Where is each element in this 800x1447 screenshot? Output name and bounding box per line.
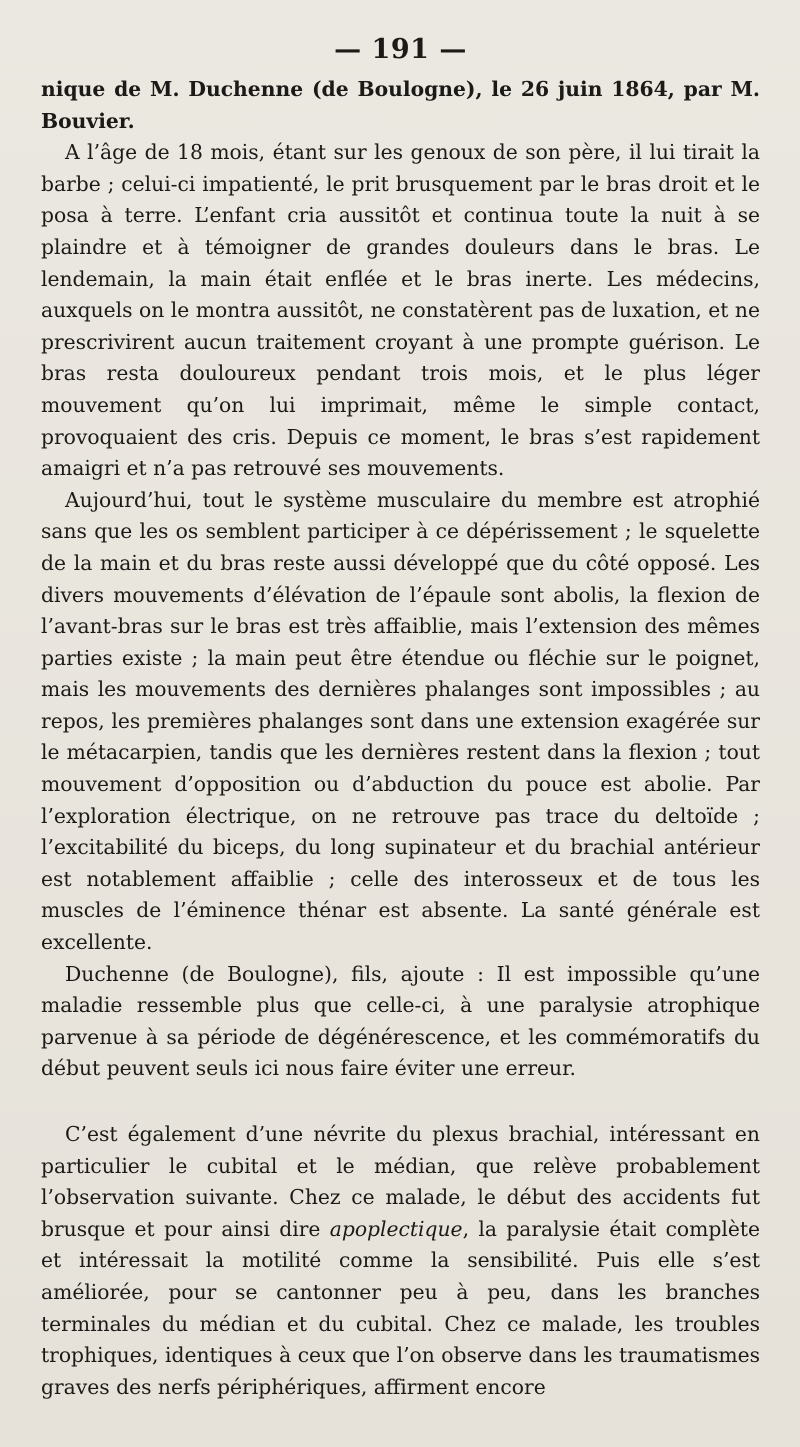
italic-term: apoplectique [329, 1216, 463, 1241]
paragraph-neuritis [41, 1119, 760, 1403]
paragraph-continuation: nique de M. Duchenne (de Boulogne), le 26 juin 1864, par M. Bouvier. [41, 77, 760, 133]
paragraph-gap [41, 1085, 760, 1119]
paragraph-duchenne-remark: Duchenne (de Boulogne), fils, ajoute : Il est impossible qu’une maladie ressemble plus que celle-ci, à une paralysie atrophique parvenue à sa période de dégénérescence, et les commémoratifs du début peuvent seuls ici nous faire éviter une erreur. [41, 961, 760, 1081]
page-number: — 191 — [334, 34, 467, 65]
paragraph-neuritis-start: C’est également d’une névrite du plexus brachial, intéressant en particulier le cubital et le médian, que relève probablement l’observation suivante. Chez ce malade, le début des accidents fut brusque et pour ainsi dire [41, 1122, 760, 1241]
paragraph-neuritis-end: , la paralysie était complète et intéressait la motilité comme la sensibilité. Puis elle s’est améliorée, pour se cantonner peu à peu, dans les branches terminales du médian et du cubital. Chez ce malade, les troubles trophiques, identiques à ceux que l’on observe dans les traumatismes graves des nerfs périphériques, affirment encore [41, 1216, 760, 1399]
paragraph-case-history: A l’âge de 18 mois, étant sur les genoux de son père, il lui tirait la barbe ; celui-ci impatienté, le prit brusquement par le bras droit et le posa à terre. L’enfant cria aussitôt et continua toute la nuit à se plaindre et à témoigner de grandes douleurs dans le bras. Le lendemain, la main était enflée et le bras inerte. Les médecins, auxquels on le montra aussitôt, ne constatèrent pas de luxation, et ne prescrivirent aucun traitement croyant à une prompte guérison. Le bras resta douloureux pendant trois mois, et le plus léger mouvement qu’on lui imprimait, même le simple contact, provoquaient des cris. Depuis ce moment, le bras s’est rapidement amaigri et n’a pas retrouvé ses mouvements. [41, 140, 760, 481]
paragraph-current-state: Aujourd’hui, tout le système musculaire du membre est atrophié sans que les os semblent participer à ce dépérissement ; le squelette de la main et du bras reste aussi développé que du côté opposé. Les divers mouvements d’élévation de l’épaule sont abolis, la flexion de l’avant-bras sur le bras est très affaiblie, mais l’extension des mêmes parties existe ; la main peut être étendue ou fléchie sur le poignet, mais les mouvements des dernières phalanges sont impossibles ; au repos, les premières phalanges sont dans une extension exagérée sur le métacarpien, tandis que les dernières restent dans la flexion ; tout mouvement d’opposition ou d’abduction du pouce est abolie. Par l’exploration électrique, on ne retrouve pas trace du deltoïde ; l’excitabilité du biceps, du long supinateur et du brachial antérieur est notablement affaiblie ; celle des interosseux et de tous les muscles de l’éminence thénar est absente. La santé générale est excellente. [41, 487, 760, 955]
